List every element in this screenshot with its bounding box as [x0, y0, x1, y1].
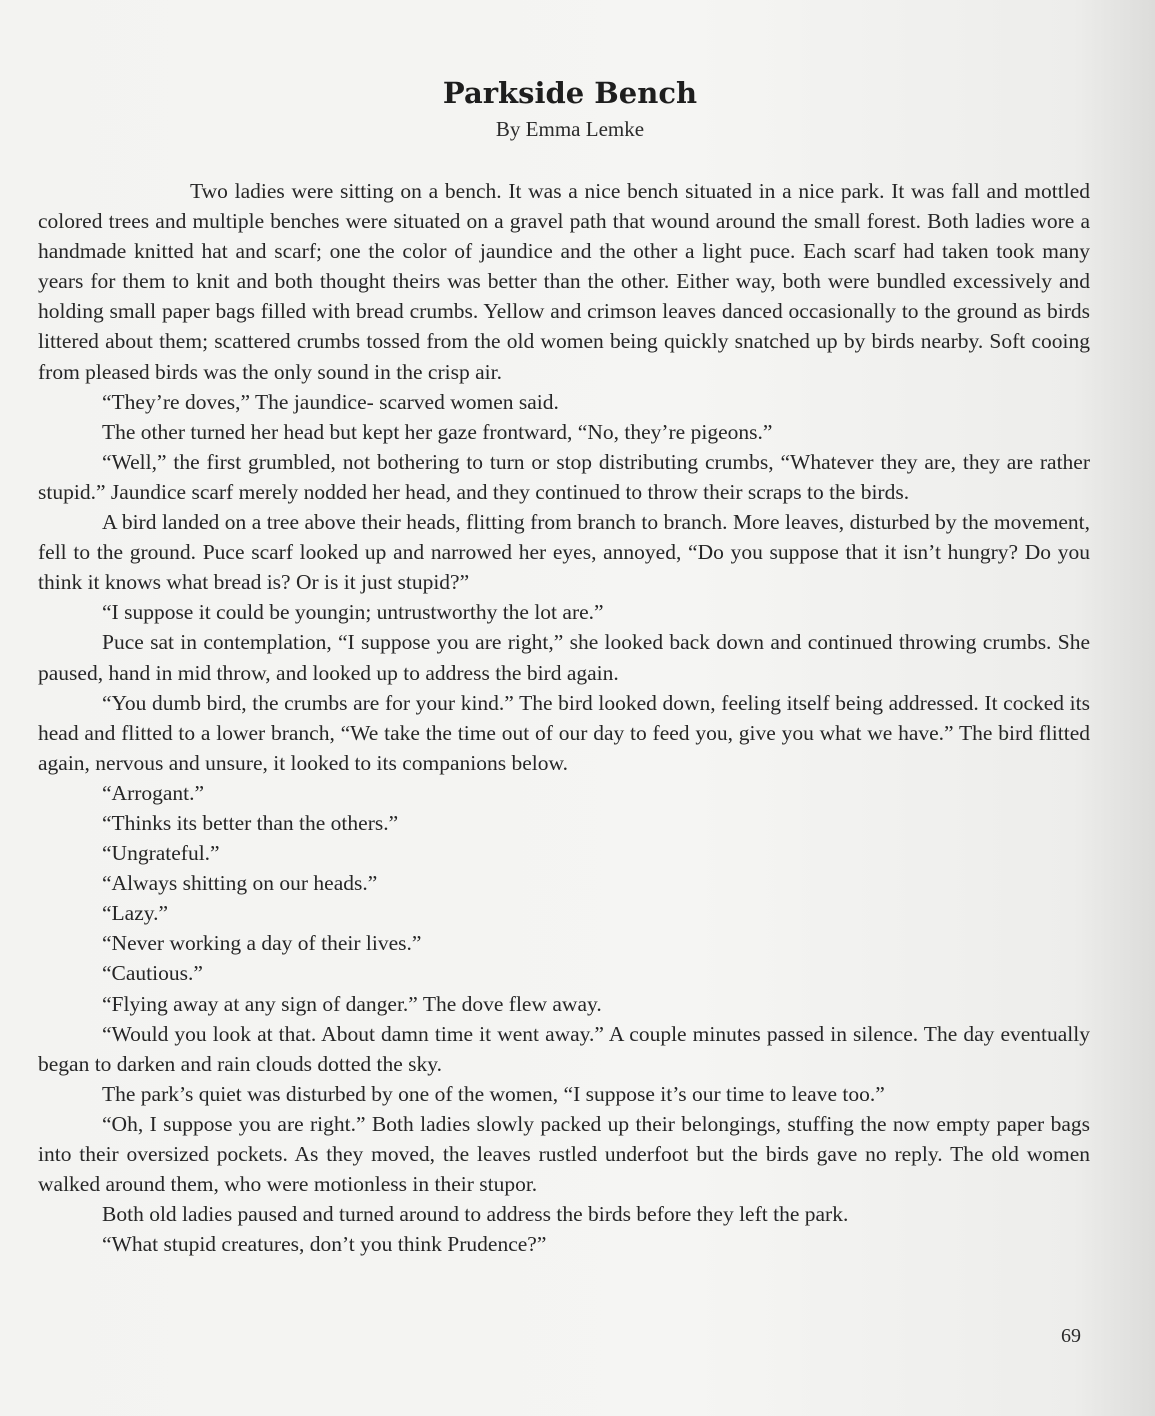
story-paragraph: Both old ladies paused and turned around to address the birds before they left the park.	[102, 1202, 849, 1227]
story-paragraph: “Thinks its better than the others.”	[102, 810, 399, 835]
story-byline: By Emma Lemke	[495, 117, 645, 141]
story-paragraph: “I suppose it could be youngin; untrustworthy the lot are.”	[102, 600, 604, 625]
story-paragraph: The other turned her head but kept her gaze frontward, “No, they’re pigeons.”	[102, 419, 773, 444]
story-paragraph: Puce sat in contemplation, “I suppose you are right,” she looked back down and continued throwing crumbs. She paused, hand in mid throw, and looked up to address the bird again.	[38, 630, 1090, 685]
story-paragraph: “Well,” the first grumbled, not bothering to turn or stop distributing crumbs, “Whatever they are, they are rather stupid.” Jaundice scarf merely nodded her head, and they continued to throw their scraps to the birds.	[38, 449, 1090, 504]
story-paragraph: “Ungrateful.”	[102, 841, 220, 866]
page-number: 69	[1061, 1325, 1081, 1347]
story-paragraph: The park’s quiet was disturbed by one of the women, “I suppose it’s our time to leave too.”	[102, 1081, 885, 1106]
story-paragraph: “Never working a day of their lives.”	[102, 931, 422, 956]
story-paragraph: “Oh, I suppose you are right.” Both ladies slowly packed up their belongings, stuffing the now empty paper bags into their oversized pockets. As they moved, the leaves rustled underfoot but the birds gave no reply. The old women walked around them, who were motionless in their stupor.	[38, 1111, 1090, 1197]
story-paragraph: “You dumb bird, the crumbs are for your kind.” The bird looked down, feeling itself being addressed. It cocked its head and flitted to a lower branch, “We take the time out of our day to feed you, give you what we have.” The bird flitted again, nervous and unsure, it looked to its companions below.	[38, 690, 1090, 775]
story-paragraph: “Flying away at any sign of danger.” The dove flew away.	[102, 991, 602, 1016]
story-paragraph: A bird landed on a tree above their heads, flitting from branch to branch. More leaves, disturbed by the movement, fell to the ground. Puce scarf looked up and narrowed her eyes, annoyed, “Do you suppose that it isn’t hungry? Do you think it knows what bread is? Or is it just stupid?”	[38, 510, 1090, 595]
story-paragraph: “Arrogant.”	[102, 780, 205, 805]
story-body	[38, 176, 1090, 1259]
story-paragraph: “Lazy.”	[102, 901, 169, 926]
story-title: Parkside Bench	[442, 76, 698, 110]
story-paragraph: Two ladies were sitting on a bench. It was a nice bench situated in a nice park. It was fall and mottled colored trees and multiple benches were situated on a gravel path that wound around the small forest. Both ladies wore a handmade knitted hat and scarf; one the color of jaundice and the other a light puce. Each scarf had taken took many years for them to knit and both thought theirs was better than the other. Either way, both were bundled excessively and holding small paper bags filled with bread crumbs. Yellow and crimson leaves danced occasionally to the ground as birds littered about them; scattered crumbs tossed from the old women being quickly snatched up by birds nearby. Soft cooing from pleased birds was the only sound in the crisp air.	[38, 179, 1090, 384]
story-paragraph: “What stupid creatures, don’t you think Prudence?”	[102, 1232, 547, 1257]
story-paragraph: “They’re doves,” The jaundice- scarved women said.	[102, 389, 559, 414]
story-paragraph: “Would you look at that. About damn time it went away.” A couple minutes passed in silence. The day eventually began to darken and rain clouds dotted the sky.	[38, 1021, 1090, 1076]
story-paragraph: “Cautious.”	[102, 961, 203, 986]
story-paragraph: “Always shitting on our heads.”	[102, 871, 378, 896]
